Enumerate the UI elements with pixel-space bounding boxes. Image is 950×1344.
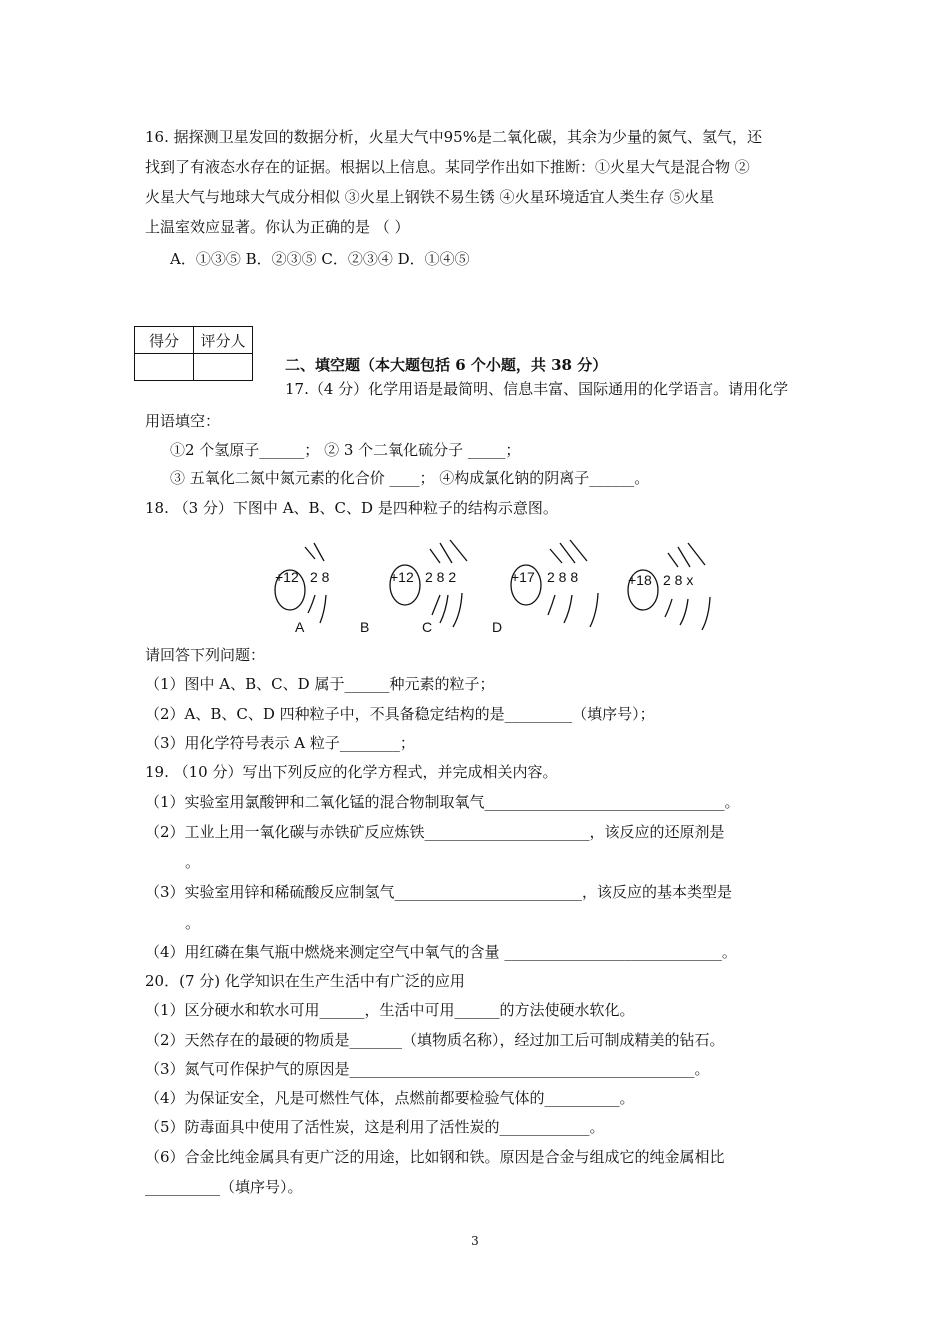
q20-intro: 20．(7 分) 化学知识在生产生活中有广泛的应用 (145, 972, 465, 990)
grader-header: 评分人 (194, 327, 253, 354)
atom-c-label: C (422, 619, 433, 635)
q16-line-1: 16. 据探测卫星发回的数据分析，火星大气中95%是二氧化碳，其余为少量的氮气、氢气，还 (145, 128, 762, 146)
q18-item-3: （3）用化学符号表示 A 粒子________； (145, 734, 415, 752)
atom-d-nucleus: +18 (628, 572, 652, 588)
atom-structure-diagram (260, 535, 730, 640)
score-table (134, 326, 253, 381)
q19-item-4: （4）用红磷在集气瓶中燃烧来测定空气中氧气的含量 _____________________________。 (145, 943, 737, 961)
q16-line-2: 找到了有液态水存在的证据。根据以上信息。某同学作出如下推断：①火星大气是混合物 ② (145, 158, 750, 176)
q19-item-1: （1）实验室用氯酸钾和二氧化锰的混合物制取氧气________________________________。 (145, 793, 740, 811)
q16-line-4: 上温室效应显著。你认为正确的是 （ ） (145, 218, 410, 236)
q20-item-2: （2）天然存在的最硬的物质是_______（填物质名称），经过加工后可制成精美的钻石。 (145, 1031, 725, 1049)
q20-item-3: （3）氮气可作保护气的原因是______________________________________________。 (145, 1060, 710, 1078)
atom-d (492, 543, 710, 635)
q19-item-3: （3）实验室用锌和稀硫酸反应制氢气_________________________，该反应的基本类型是 (145, 883, 733, 901)
atom-c (422, 540, 598, 635)
q16-options: A．①③⑤ B．②③⑤ C．②③④ D．①④⑤ (170, 250, 470, 268)
atom-b-nucleus: +12 (390, 569, 414, 585)
grader-cell (194, 354, 253, 381)
atom-c-nucleus: +17 (511, 569, 535, 585)
q18-item-1: （1）图中 A、B、C、D 属于______种元素的粒子； (145, 675, 495, 693)
atom-a-electrons: 2 8 (310, 569, 330, 585)
q16-line-3: 火星大气与地球大气成分相似 ③火星上钢铁不易生锈 ④火星环境适宜人类生存 ⑤火星 (145, 188, 715, 206)
atom-a-nucleus: +12 (275, 569, 299, 585)
q20-item-1: （1）区分硬水和软水可用______，生活中可用______的方法使硬水软化。 (145, 1001, 635, 1019)
page-number: 3 (471, 1234, 479, 1248)
q18-item-2: （2）A、B、C、D 四种粒子中，不具备稳定结构的是_________（填序号）； (145, 705, 655, 723)
atom-b (360, 540, 467, 635)
q17-line-1: 17.（4 分）化学用语是最简明、信息丰富、国际通用的化学语言。请用化学 (285, 380, 789, 398)
q17-line-2: 用语填空： (145, 412, 221, 430)
score-cell (135, 354, 194, 381)
atom-b-electrons: 2 8 2 (425, 569, 457, 585)
q17-line-4: ③ 五氧化二氮中氮元素的化合价 ____； ④构成氯化钠的阴离子______。 (170, 469, 650, 487)
q20-item-6-end: __________（填序号）。 (145, 1178, 303, 1196)
q19-intro: 19. （10 分）写出下列反应的化学方程式，并完成相关内容。 (145, 763, 558, 781)
q20-item-4: （4）为保证安全，凡是可燃性气体，点燃前都要检验气体的__________。 (145, 1089, 635, 1107)
atom-a (275, 543, 330, 635)
section-title: 二、填空题（本大题包括 6 个小题，共 38 分） (285, 356, 608, 374)
atom-c-electrons: 2 8 8 (547, 569, 579, 585)
q17-line-3: ①2 个氢原子______； ② 3 个二氧化硫分子 _____； (170, 441, 521, 459)
atom-d-electrons: 2 8 x (663, 572, 694, 588)
q18-prompt: 请回答下列问题： (145, 646, 266, 664)
score-header: 得分 (135, 327, 194, 354)
q19-item-2: （2）工业上用一氧化碳与赤铁矿反应炼铁______________________，该反应的还原剂是 (145, 823, 725, 841)
atom-a-label: A (295, 619, 305, 635)
atom-b-label: B (360, 619, 370, 635)
q19-item-3-end: 。 (185, 914, 201, 932)
q20-item-6: （6）合金比纯金属具有更广泛的用途，比如钢和铁。原因是合金与组成它的纯金属相比 (145, 1148, 725, 1166)
q19-item-2-end: 。 (185, 853, 201, 871)
atom-d-label: D (492, 619, 503, 635)
q18-intro: 18. （3 分）下图中 A、B、C、D 是四种粒子的结构示意图。 (145, 499, 558, 517)
q20-item-5: （5）防毒面具中使用了活性炭，这是利用了活性炭的____________。 (145, 1118, 605, 1136)
